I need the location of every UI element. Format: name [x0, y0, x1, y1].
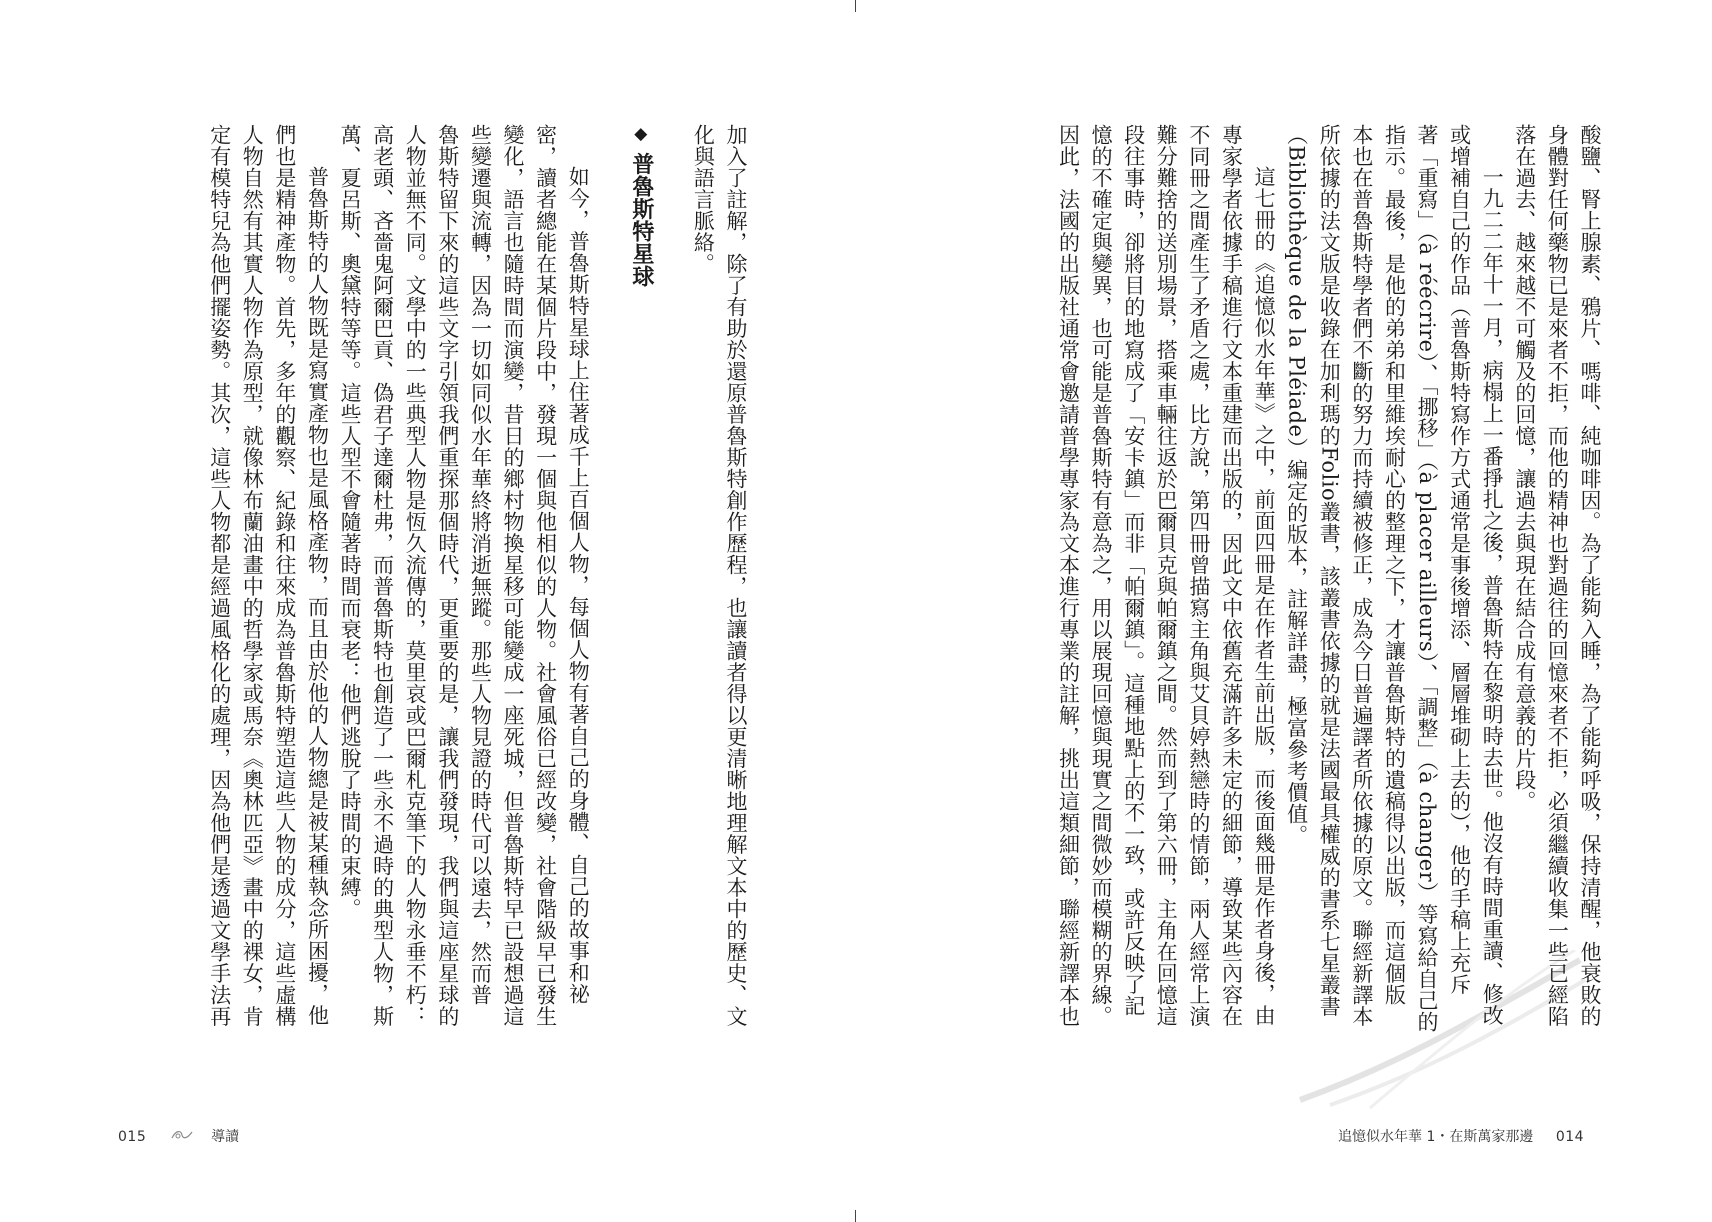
text-line: 魯斯特留下來的這些文字引領我們重探那個時代，更重要的是，讓我們發現，我們與這座星球的: [435, 124, 460, 1027]
text-line: 定有模特兒為他們擺姿勢。其次，這些人物都是經過風格化的處理，因為他們是透過文學手法再: [207, 124, 232, 1027]
text-line: 不同冊之間產生了矛盾之處，比方說，第四冊曾描寫主角與艾貝婷熱戀時的情節，兩人經常上演: [1186, 124, 1211, 1027]
text-line: 高老頭、吝嗇鬼阿爾巴貢、偽君子達爾杜弗，而普魯斯特也創造了一些永不過時的典型人物，斯: [370, 124, 395, 1027]
text-line: 專家學者依據手稿進行文本重建而出版的，因此文中依舊充滿許多未定的細節，導致某些內容在: [1219, 124, 1244, 1027]
right-page-text: [996, 124, 1606, 1044]
swirl-ornament-icon: [171, 1129, 193, 1145]
right-footer: [1338, 1126, 1584, 1146]
text-line: 這七冊的《追憶似水年華》之中，前面四冊是在作者生前出版，而後面幾冊是作者身後，由: [1252, 166, 1277, 1026]
text-line: 身體對任何藥物已是來者不拒，而他的精神也對過往的回憶來者不拒，必須繼續收集一些已經陷: [1545, 124, 1570, 1027]
text-line: 萬、夏呂斯、奧黛特等等。這些人型不會隨著時間而衰老：他們逃脫了時間的束縛。: [338, 124, 363, 920]
text-line: 們也是精神產物。首先，多年的觀察、紀錄和往來成為普魯斯特塑造這些人物的成分，這些虛構: [272, 124, 297, 1027]
text-line: 如今，普魯斯特星球上住著成千上百個人物，每個人物有著自己的身體、自己的故事和祕: [566, 166, 591, 1005]
text-line: 加入了註解，除了有助於還原普魯斯特創作歷程，也讓讀者得以更清晰地理解文本中的歷史、文: [724, 124, 748, 1027]
section-heading-text: 普魯斯特星球: [628, 152, 654, 288]
crop-mark-top: [855, 0, 856, 12]
text-line: 憶的不確定與變異，也可能是普魯斯特有意為之，用以展現回憶與現實之間微妙而模糊的界線。: [1089, 124, 1114, 1027]
text-line: 酸鹽、腎上腺素、鴉片、嗎啡、純咖啡因。為了能夠入睡，為了能夠呼吸，保持清醒，他衰敗的: [1578, 124, 1602, 1027]
text-line: 一九二二年十一月，病榻上一番掙扎之後，普魯斯特在黎明時去世。他沒有時間重讀、修改: [1480, 166, 1505, 1026]
text-line: 指示。最後，是他的弟弟和里維埃耐心的整理之下，才讓普魯斯特的遺稿得以出版，而這個版: [1382, 124, 1407, 1006]
text-line: 難分難捨的送別場景，搭乘車輛往返於巴爾貝克與帕爾鎮之間。然而到了第六冊，主角在回憶這: [1154, 124, 1179, 1027]
text-line: 落在過去、越來越不可觸及的回憶，讓過去與現在結合成有意義的片段。: [1512, 124, 1537, 812]
diamond-icon: ◆: [630, 124, 651, 145]
section-title: 導讀: [211, 1129, 240, 1145]
book-title: 追憶似水年華 1・在斯萬家那邊: [1338, 1129, 1534, 1145]
text-line: 些變遷與流轉，因為一切如同似水年華終將消逝無蹤。那些人物見證的時代可以遠去，然而普: [468, 124, 493, 1006]
text-line: 密，讀者總能在某個片段中，發現一個與他相似的人物。社會風俗已經改變，社會階級早已發生: [533, 124, 558, 1027]
text-line: 人物並無不同。文學中的一些典型人物是恆久流傳的，莫里哀或巴爾札克筆下的人物永垂不朽：: [403, 124, 428, 1027]
left-page-text: [118, 124, 752, 1044]
left-page-number: 015: [118, 1129, 147, 1145]
text-line: 著「重寫」（à réécrire）、「挪移」（à placer ailleurs）、「調整」（à changer）等寫給自己的: [1415, 124, 1440, 1033]
text-line: 人物自然有其實人物作為原型，就像林布蘭油畫中的哲學家或馬奈《奧林匹亞》畫中的裸女，肯: [240, 124, 265, 1027]
text-line: 段往事時，卻將目的地寫成了「安卡鎮」而非「帕爾鎮」。這種地點上的不一致，或許反映了記: [1121, 124, 1146, 1017]
text-line: 本也在普魯斯特學者們不斷的努力而持續被修正，成為今日普遍譯者所依據的原文。聯經新譯本: [1349, 124, 1374, 1027]
text-line: （Bibliothèque de la Pléiade）編定的版本，註解詳盡，極富參考價值。: [1284, 124, 1309, 846]
text-line: 變化，語言也隨時間而演變，昔日的鄉村物換星移可能變成一座死城，但普魯斯特早已設想過這: [501, 124, 526, 1027]
text-line: 因此，法國的出版社通常會邀請普學專家為文本進行專業的註解，挑出這類細節，聯經新譯本也: [1056, 124, 1081, 1027]
left-footer: [118, 1126, 239, 1146]
section-heading: [624, 124, 657, 1044]
crop-mark-bottom: [855, 1210, 856, 1222]
right-page-number: 014: [1555, 1129, 1585, 1145]
text-line: 化與語言脈絡。: [691, 124, 716, 275]
text-line: 普魯斯特的人物既是寫實產物也是風格產物，而且由於他的人物總是被某種執念所困擾，他: [305, 166, 330, 1026]
text-line: 所依據的法文版是收錄在加利瑪的Folio叢書，該叢書依據的就是法國最具權威的書系七星叢書: [1317, 124, 1342, 1018]
text-line: 或增補自己的作品（普魯斯特寫作方式通常是事後增添、層層堆砌上去的），他的手稿上充斥: [1447, 124, 1472, 995]
